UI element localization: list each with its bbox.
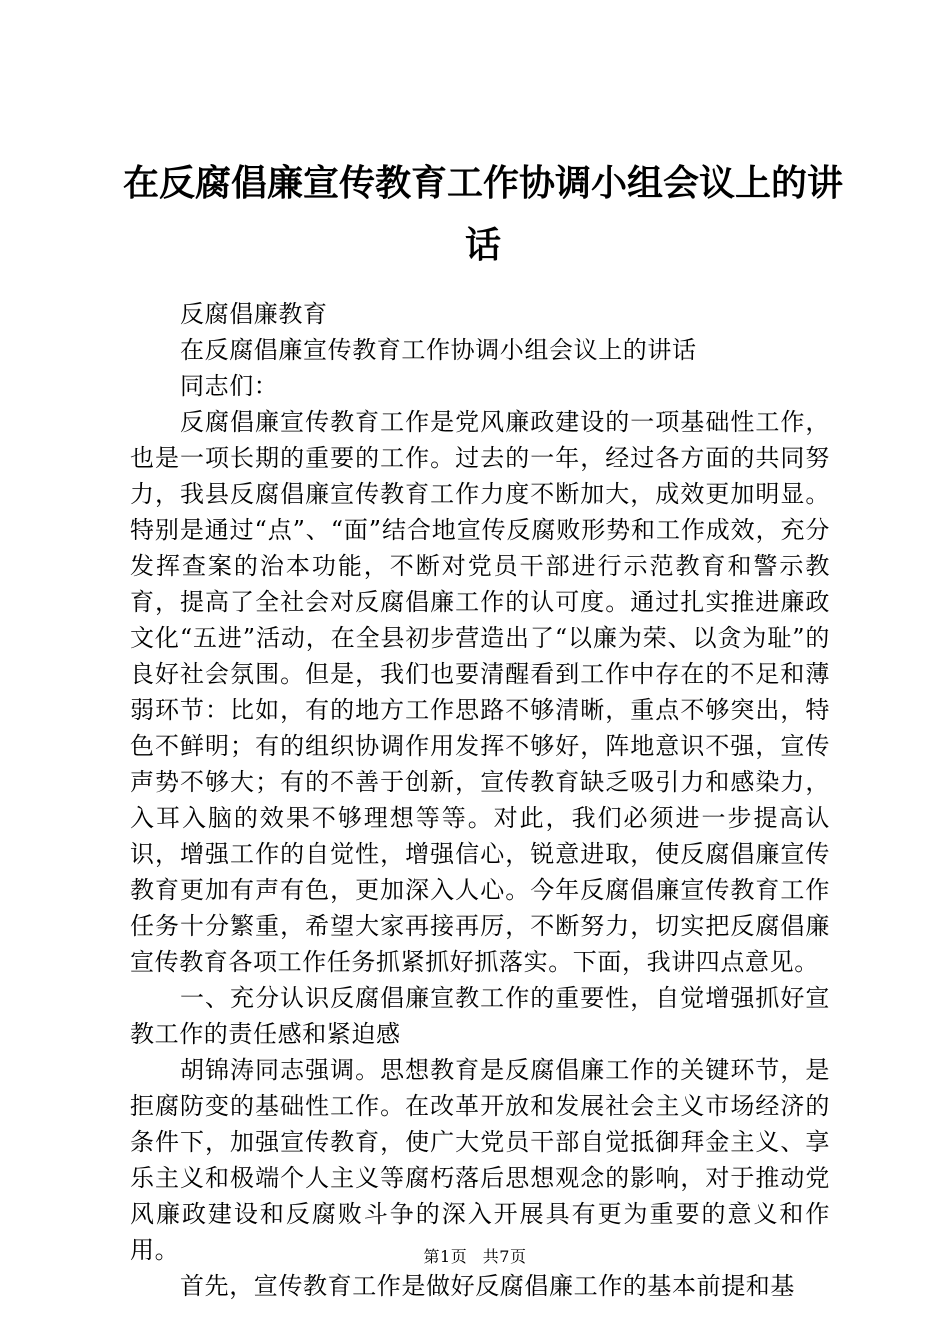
paragraph-salutation: 同志们： <box>180 372 279 400</box>
paragraph-subtitle: 在反腐倡廉宣传教育工作协调小组会议上的讲话 <box>180 336 697 364</box>
paragraph-category: 反腐倡廉教育 <box>180 300 328 328</box>
page-footer <box>0 1244 950 1267</box>
document-body <box>130 296 830 1304</box>
page-number-total: 共7页 <box>482 1247 527 1266</box>
paragraph-section-heading: 一、充分认识反腐倡廉宣教工作的重要性，自觉增强抓好宣教工作的责任感和紧迫感 <box>130 984 830 1048</box>
page-number-current: 第1页 <box>423 1247 468 1266</box>
document-title: 在反腐倡廉宣传教育工作协调小组会议上的讲话 <box>122 162 843 266</box>
paragraph-first-point: 首先，宣传教育工作是做好反腐倡廉工作的基本前提和基 <box>180 1272 795 1300</box>
paragraph-intro: 反腐倡廉宣传教育工作是党风廉政建设的一项基础性工作，也是一项长期的重要的工作。过去的一年，经过各方面的共同努力，我县反腐倡廉宣传教育工作力度不断加大，成效更加明显。特别是通过“点”、“面”结合地宣传反腐败形势和工作成效，充分发挥查案的治本功能，不断对党员干部进行示范教育和警示教育，提高了全社会对反腐倡廉工作的认可度。通过扎实推进廉政文化“五进”活动，在全县初步营造出了“以廉为荣、以贪为耻”的良好社会氛围。但是，我们也要清醒看到工作中存在的不足和薄弱环节：比如，有的地方工作思路不够清晰，重点不够突出，特色不鲜明；有的组织协调作用发挥不够好，阵地意识不强，宣传声势不够大；有的不善于创新，宣传教育缺乏吸引力和感染力，入耳入脑的效果不够理想等等。对此，我们必须进一步提高认识，增强工作的自觉性，增强信心，锐意进取，使反腐倡廉宣传教育更加有声有色，更加深入人心。今年反腐倡廉宣传教育工作任务十分繁重，希望大家再接再厉，不断努力，切实把反腐倡廉宣传教育各项工作任务抓紧抓好抓落实。下面，我讲四点意见。 <box>130 408 830 976</box>
paragraph-quote: 胡锦涛同志强调。思想教育是反腐倡廉工作的关键环节，是拒腐防变的基础性工作。在改革开放和发展社会主义市场经济的条件下，加强宣传教育，使广大党员干部自觉抵御拜金主义、享乐主义和极端个人主义等腐朽落后思想观念的影响，对于推动党风廉政建设和反腐败斗争的深入开展具有更为重要的意义和作用。 <box>130 1056 830 1264</box>
